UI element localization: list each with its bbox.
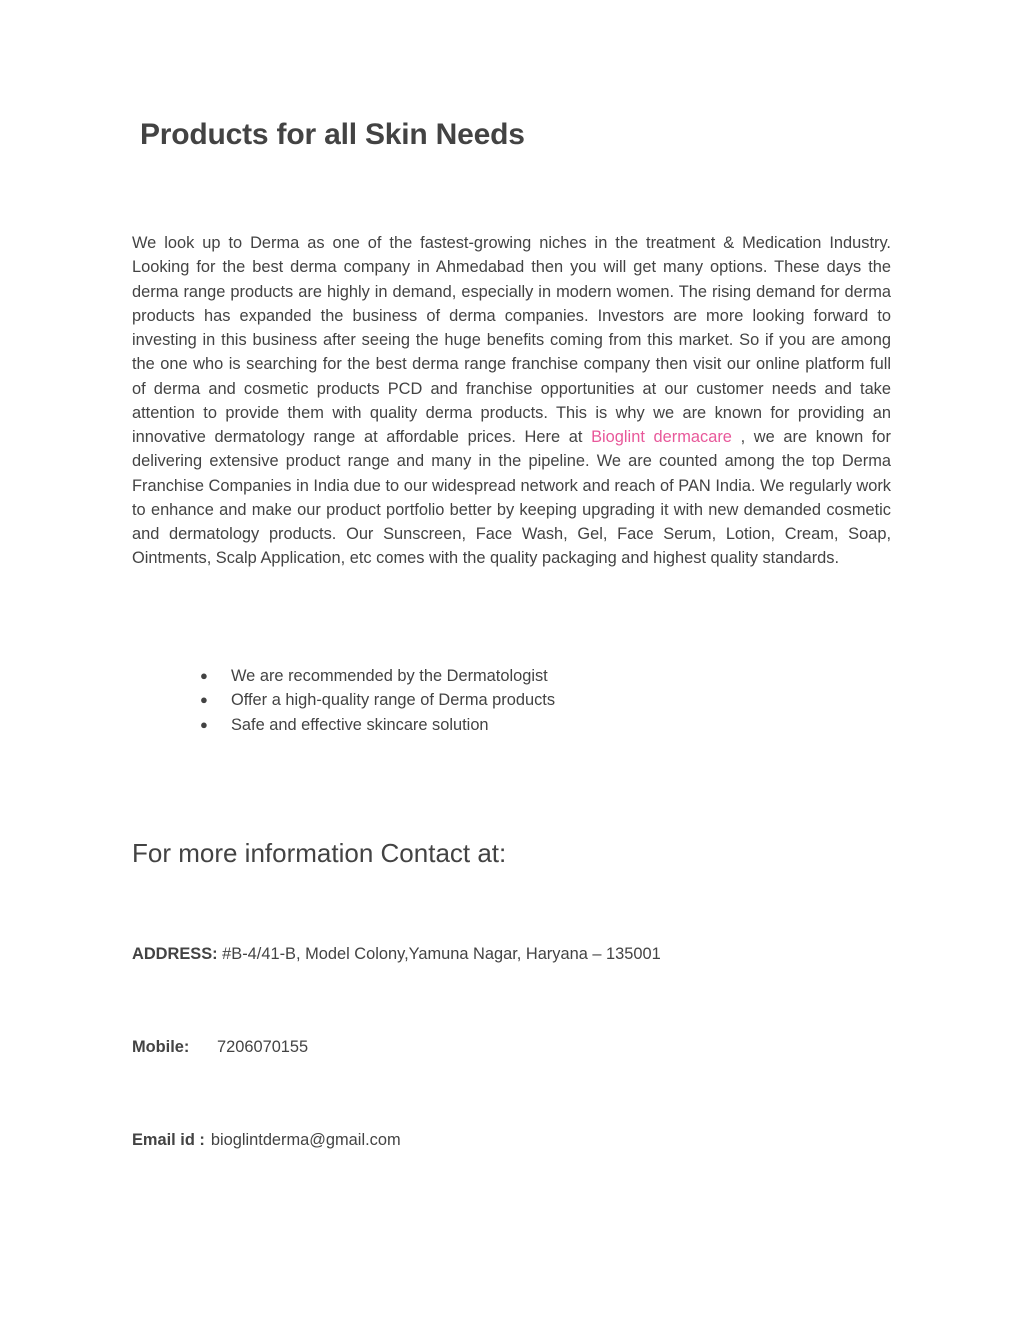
email-label: Email id : <box>132 1131 205 1149</box>
email-value[interactable]: bioglintderma@gmail.com <box>210 1131 401 1149</box>
email-line <box>132 1129 401 1151</box>
bioglint-dermacare-link[interactable]: Bioglint dermacare <box>591 428 732 446</box>
feature-list <box>198 664 555 737</box>
intro-text-before-link: We look up to Derma as one of the fastest-growing niches in the treatment & Medication Industry. Looking for the best derma company in Ahmedabad then you will get many options. These days the derma range products are highly in demand, especially in modern women. The rising demand for derma products has expanded the business of derma companies. Investors are more looking forward to investing in this business after seeing the huge benefits coming from this market. So if you are among the one who is searching for the best derma range franchise company then visit our online platform full of derma and cosmetic products PCD and franchise opportunities at our customer needs and take attention to provide them with quality derma products. This is why we are known for providing an innovative dermatology range at affordable prices. Here at <box>132 234 891 446</box>
address-label: ADDRESS: <box>132 945 218 963</box>
list-item <box>198 713 555 737</box>
contact-heading: For more information Contact at: <box>132 838 507 868</box>
page-title: Products for all Skin Needs <box>140 118 525 151</box>
list-item <box>198 664 555 688</box>
address-line <box>132 943 661 965</box>
list-item-text: We are recommended by the Dermatologist <box>231 667 548 685</box>
mobile-value: 7206070155 <box>217 1038 309 1056</box>
list-item-text: Offer a high-quality range of Derma products <box>231 691 556 710</box>
mobile-label: Mobile: <box>132 1038 190 1056</box>
list-item <box>198 688 555 712</box>
intro-paragraph <box>132 231 891 571</box>
mobile-line <box>132 1036 309 1058</box>
address-value: #B-4/41-B, Model Colony,Yamuna Nagar, Haryana – 135001 <box>217 945 661 963</box>
bullet-icon: ● <box>200 716 208 732</box>
intro-text-after-link: , we are known for delivering extensive product range and many in the pipeline. We are counted among the top Derma Franchise Companies in India due to our widespread network and reach of PAN India. We regularly work to enhance and make our product portfolio better by keeping upgrading it with new demanded cosmetic and dermatology products. Our Sunscreen, Face Wash, Gel, Face Serum, Lotion, Cream, Soap, Ointments, Scalp Application, etc comes with the quality packaging and highest quality standards. <box>132 428 891 568</box>
bullet-icon: ● <box>200 692 208 708</box>
list-item-text: Safe and effective skincare solution <box>231 715 489 734</box>
bullet-icon: ● <box>200 668 208 683</box>
